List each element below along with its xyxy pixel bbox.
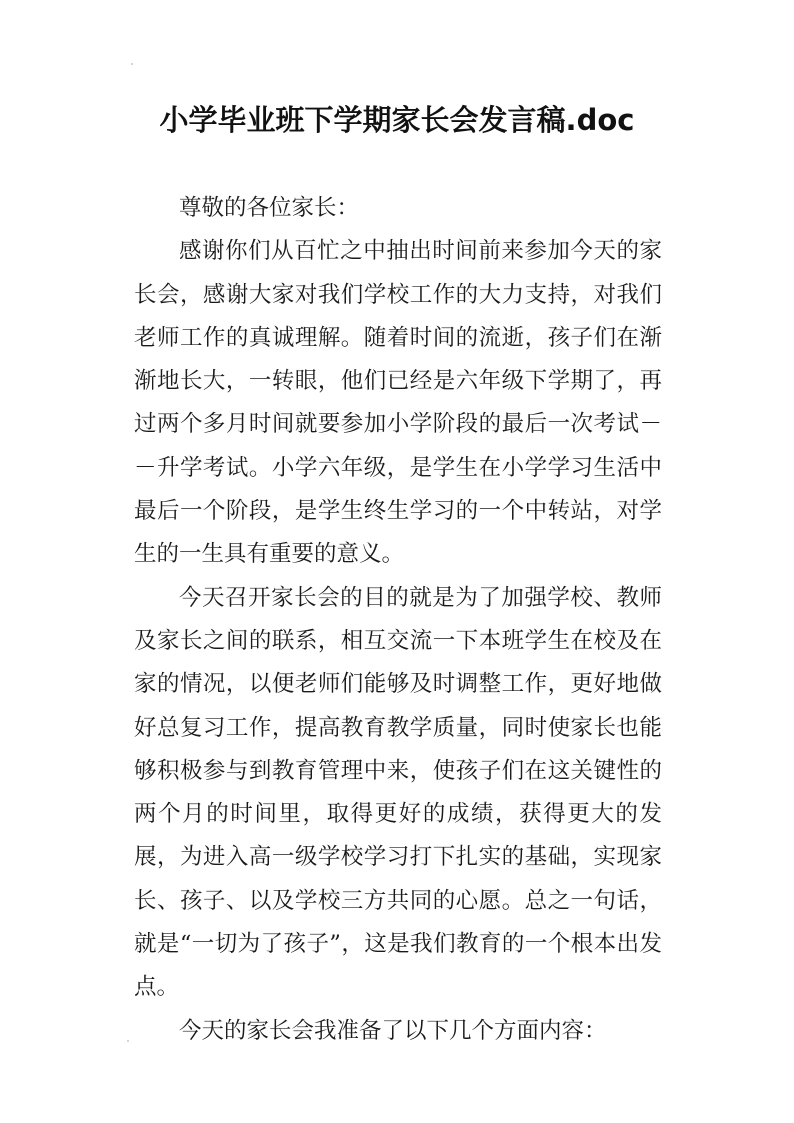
paragraph-3: 今天的家长会我准备了以下几个方面内容： [179, 1017, 607, 1044]
document-body [134, 187, 662, 1053]
document-title: 小学毕业班下学期家长会发言稿.doc [159, 103, 635, 137]
scan-speck [127, 1040, 129, 1042]
paragraph-1: 感谢你们从百忙之中抽出时间前来参加今天的家长会，感谢大家对我们学校工作的大力支持，对我们老师工作的真诚理解。随着时间的流逝，孩子们在渐渐地长大，一转眼，他们已经是六年级下学期了，再过两个多月时间就要参加小学阶段的最后一次考试－－升学考试。小学六年级，是学生在小学学习生活中最后一个阶段，是学生终生学习的一个中转站，对学生的一生具有重要的意义。 [134, 238, 662, 568]
paragraph-2: 今天召开家长会的目的就是为了加强学校、教师及家长之间的联系，相互交流一下本班学生在校及在家的情况，以便老师们能够及时调整工作，更好地做好总复习工作，提高教育教学质量，同时使家长也能够积极参与到教育管理中来，使孩子们在这关键性的两个月的时间里，取得更好的成绩，获得更大的发展，为进入高一级学校学习打下扎实的基础，实现家长、孩子、以及学校三方共同的心愿。总之一句话，就是“一切为了孩子”，这是我们教育的一个根本出发点。 [134, 584, 662, 1001]
scan-speck [131, 63, 133, 65]
greeting: 尊敬的各位家长： [179, 195, 360, 221]
